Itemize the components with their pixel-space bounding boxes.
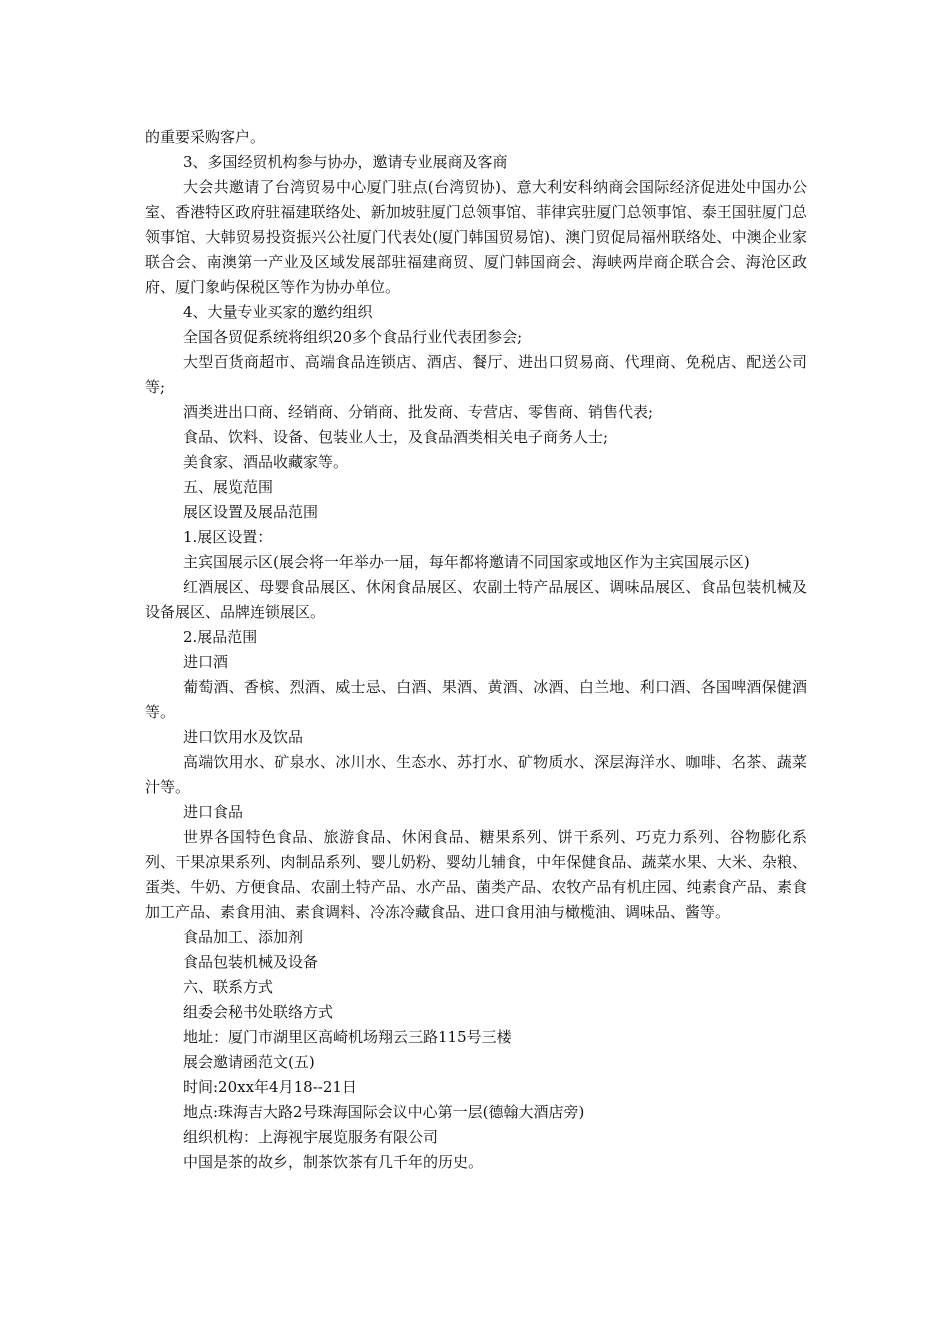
paragraph-guest-country-zone: 主宾国展示区(展会将一年举办一届，每年都将邀请不同国家或地区作为主宾国展示区)	[183, 553, 750, 571]
paragraph-location: 地点:珠海吉大路2号珠海国际会议中心第一层(德翰大酒店旁)	[183, 1103, 585, 1121]
paragraph-food-processing: 食品加工、添加剂	[183, 928, 304, 946]
paragraph-organizer: 组织机构：上海视宇展览服务有限公司	[183, 1128, 439, 1146]
heading-exhibition-scope: 五、展览范围	[183, 478, 274, 496]
heading-imported-food: 进口食品	[183, 803, 244, 821]
paragraph-retail-buyers: 大型百货商超市、高端食品连锁店、酒店、餐厅、进出口贸易商、代理商、免税店、配送公司等;	[145, 353, 807, 396]
heading-buyer-invitation: 4、大量专业买家的邀约组织	[183, 303, 373, 321]
paragraph-packaging-machinery: 食品包装机械及设备	[183, 953, 319, 971]
heading-imported-wine: 进口酒	[183, 653, 229, 671]
paragraph-delegations: 全国各贸促系统将组织20多个食品行业代表团参会;	[183, 328, 523, 346]
paragraph-time: 时间:20xx年4月18--21日	[183, 1078, 357, 1096]
document-page	[145, 125, 807, 1175]
heading-invitation-sample-five: 展会邀请函范文(五)	[183, 1053, 315, 1071]
paragraph-address: 地址：厦门市湖里区高崎机场翔云三路115号三楼	[183, 1028, 512, 1046]
heading-contact: 六、联系方式	[183, 978, 274, 996]
paragraph-secretariat-contact: 组委会秘书处联络方式	[183, 1003, 334, 1021]
paragraph-co-organizer-list: 大会共邀请了台湾贸易中心厦门驻点(台湾贸协)、意大利安科纳商会国际经济促进处中国办公室、香港特区政府驻福建联络处、新加坡驻厦门总领事馆、菲律宾驻厦门总领事馆、泰王国驻厦门总领事馆、大韩贸易投资振兴公社厦门代表处(厦门韩国贸易馆)、澳门贸促局福州联络处、中澳企业家联合会、南澳第一产业及区域发展部驻福建商贸、厦门韩国商会、海峡两岸商企联合会、海沧区政府、厦门象屿保税区等作为协办单位。	[145, 178, 807, 296]
paragraph-wine-buyers: 酒类进出口商、经销商、分销商、批发商、专营店、零售商、销售代表;	[183, 403, 654, 421]
paragraph-collectors: 美食家、酒品收藏家等。	[183, 453, 349, 471]
heading-product-scope: 2.展品范围	[183, 628, 258, 646]
paragraph-purchasing-clients: 的重要采购客户。	[145, 128, 266, 146]
paragraph-wine-list: 葡萄酒、香槟、烈酒、威士忌、白酒、果酒、黄酒、冰酒、白兰地、利口酒、各国啤酒保健酒等。	[145, 678, 807, 721]
paragraph-industry-people: 食品、饮料、设备、包装业人士，及食品酒类相关电子商务人士;	[183, 428, 609, 446]
paragraph-drinks-list: 高端饮用水、矿泉水、冰川水、生态水、苏打水、矿物质水、深层海洋水、咖啡、名茶、蔬菜汁等。	[145, 753, 807, 796]
heading-zones-and-products: 展区设置及展品范围	[183, 503, 319, 521]
paragraph-zone-list: 红酒展区、母婴食品展区、休闲食品展区、农副土特产品展区、调味品展区、食品包装机械及设备展区、品牌连锁展区。	[145, 578, 807, 621]
heading-zone-setup: 1.展区设置：	[183, 528, 273, 546]
paragraph-tea-history: 中国是茶的故乡，制茶饮茶有几千年的历史。	[183, 1153, 484, 1171]
heading-imported-drinks: 进口饮用水及饮品	[183, 728, 304, 746]
heading-co-organizers: 3、多国经贸机构参与协办，邀请专业展商及客商	[183, 153, 508, 171]
paragraph-food-list: 世界各国特色食品、旅游食品、休闲食品、糖果系列、饼干系列、巧克力系列、谷物膨化系列、干果凉果系列、肉制品系列、婴儿奶粉、婴幼儿辅食，中年保健食品、蔬菜水果、大米、杂粮、蛋类、牛奶、方便食品、农副土特产品、水产品、菌类产品、农牧产品有机庄园、纯素食产品、素食加工产品、素食用油、素食调料、冷冻冷藏食品、进口食用油与橄榄油、调味品、酱等。	[145, 828, 807, 921]
